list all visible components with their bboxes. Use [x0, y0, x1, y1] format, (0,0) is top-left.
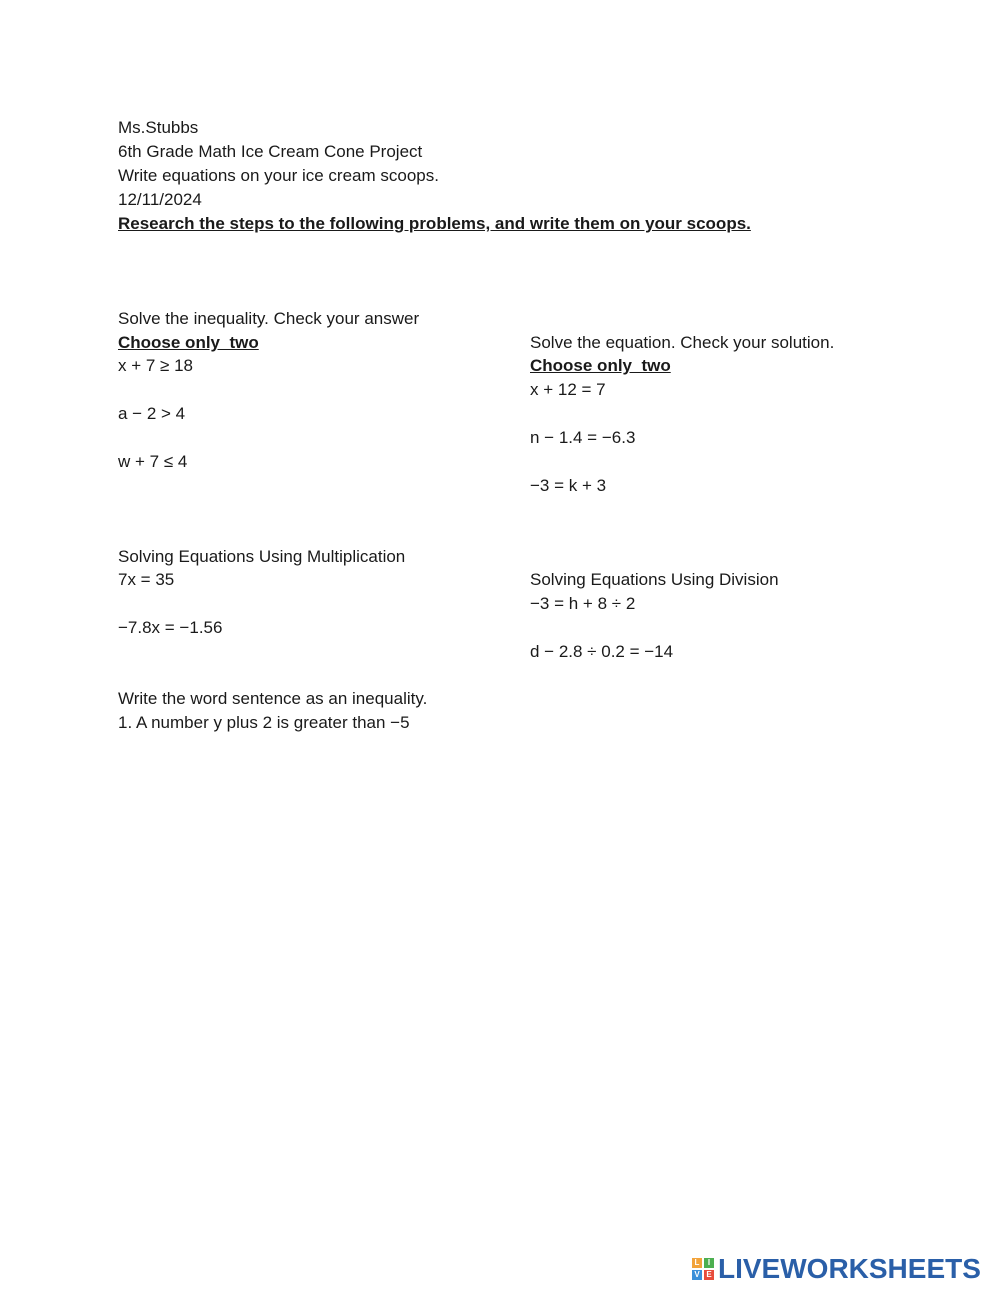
- liveworksheets-logo: [692, 1254, 981, 1284]
- logo-mark-tile: L: [692, 1258, 702, 1268]
- logo-mark-tile: E: [704, 1270, 714, 1280]
- liveworksheets-logo-mark: [692, 1258, 714, 1280]
- division-section-title: Solving Equations Using Division: [530, 570, 779, 589]
- multiplication-section-title: Solving Equations Using Multiplication: [118, 547, 406, 566]
- multiplication-problem: 7x = 35: [118, 570, 175, 589]
- equation-problem: x + 12 = 7: [530, 380, 606, 399]
- logo-mark-tile: I: [704, 1258, 714, 1268]
- liveworksheets-logo-text: LIVEWORKSHEETS: [718, 1253, 981, 1284]
- equation-choose-label: Choose only two: [530, 356, 671, 375]
- word-sentence-problem: 1. A number y plus 2 is greater than −5: [118, 713, 410, 732]
- logo-mark-tile: V: [692, 1270, 702, 1280]
- division-problem: −3 = h + 8 ÷ 2: [530, 594, 636, 613]
- inequality-problem: a − 2 > 4: [118, 404, 186, 423]
- inequality-section-title: Solve the inequality. Check your answer: [118, 309, 420, 328]
- division-problem: d − 2.8 ÷ 0.2 = −14: [530, 642, 674, 661]
- directive-text: Research the steps to the following problems, and write them on your scoops.: [118, 214, 751, 233]
- equation-section-title: Solve the equation. Check your solution.: [530, 333, 835, 352]
- equation-problem: n − 1.4 = −6.3: [530, 428, 636, 447]
- inequality-problem: x + 7 ≥ 18: [118, 356, 194, 375]
- teacher-name: Ms.Stubbs: [118, 118, 199, 137]
- inequality-choose-label: Choose only two: [118, 333, 259, 352]
- equation-problem: −3 = k + 3: [530, 476, 607, 495]
- inequality-problem: w + 7 ≤ 4: [118, 452, 188, 471]
- word-sentence-section-title: Write the word sentence as an inequality.: [118, 689, 428, 708]
- project-title: 6th Grade Math Ice Cream Cone Project: [118, 142, 423, 161]
- instruction-text: Write equations on your ice cream scoops.: [118, 166, 439, 185]
- multiplication-problem: −7.8x = −1.56: [118, 618, 223, 637]
- date-text: 12/11/2024: [118, 190, 202, 209]
